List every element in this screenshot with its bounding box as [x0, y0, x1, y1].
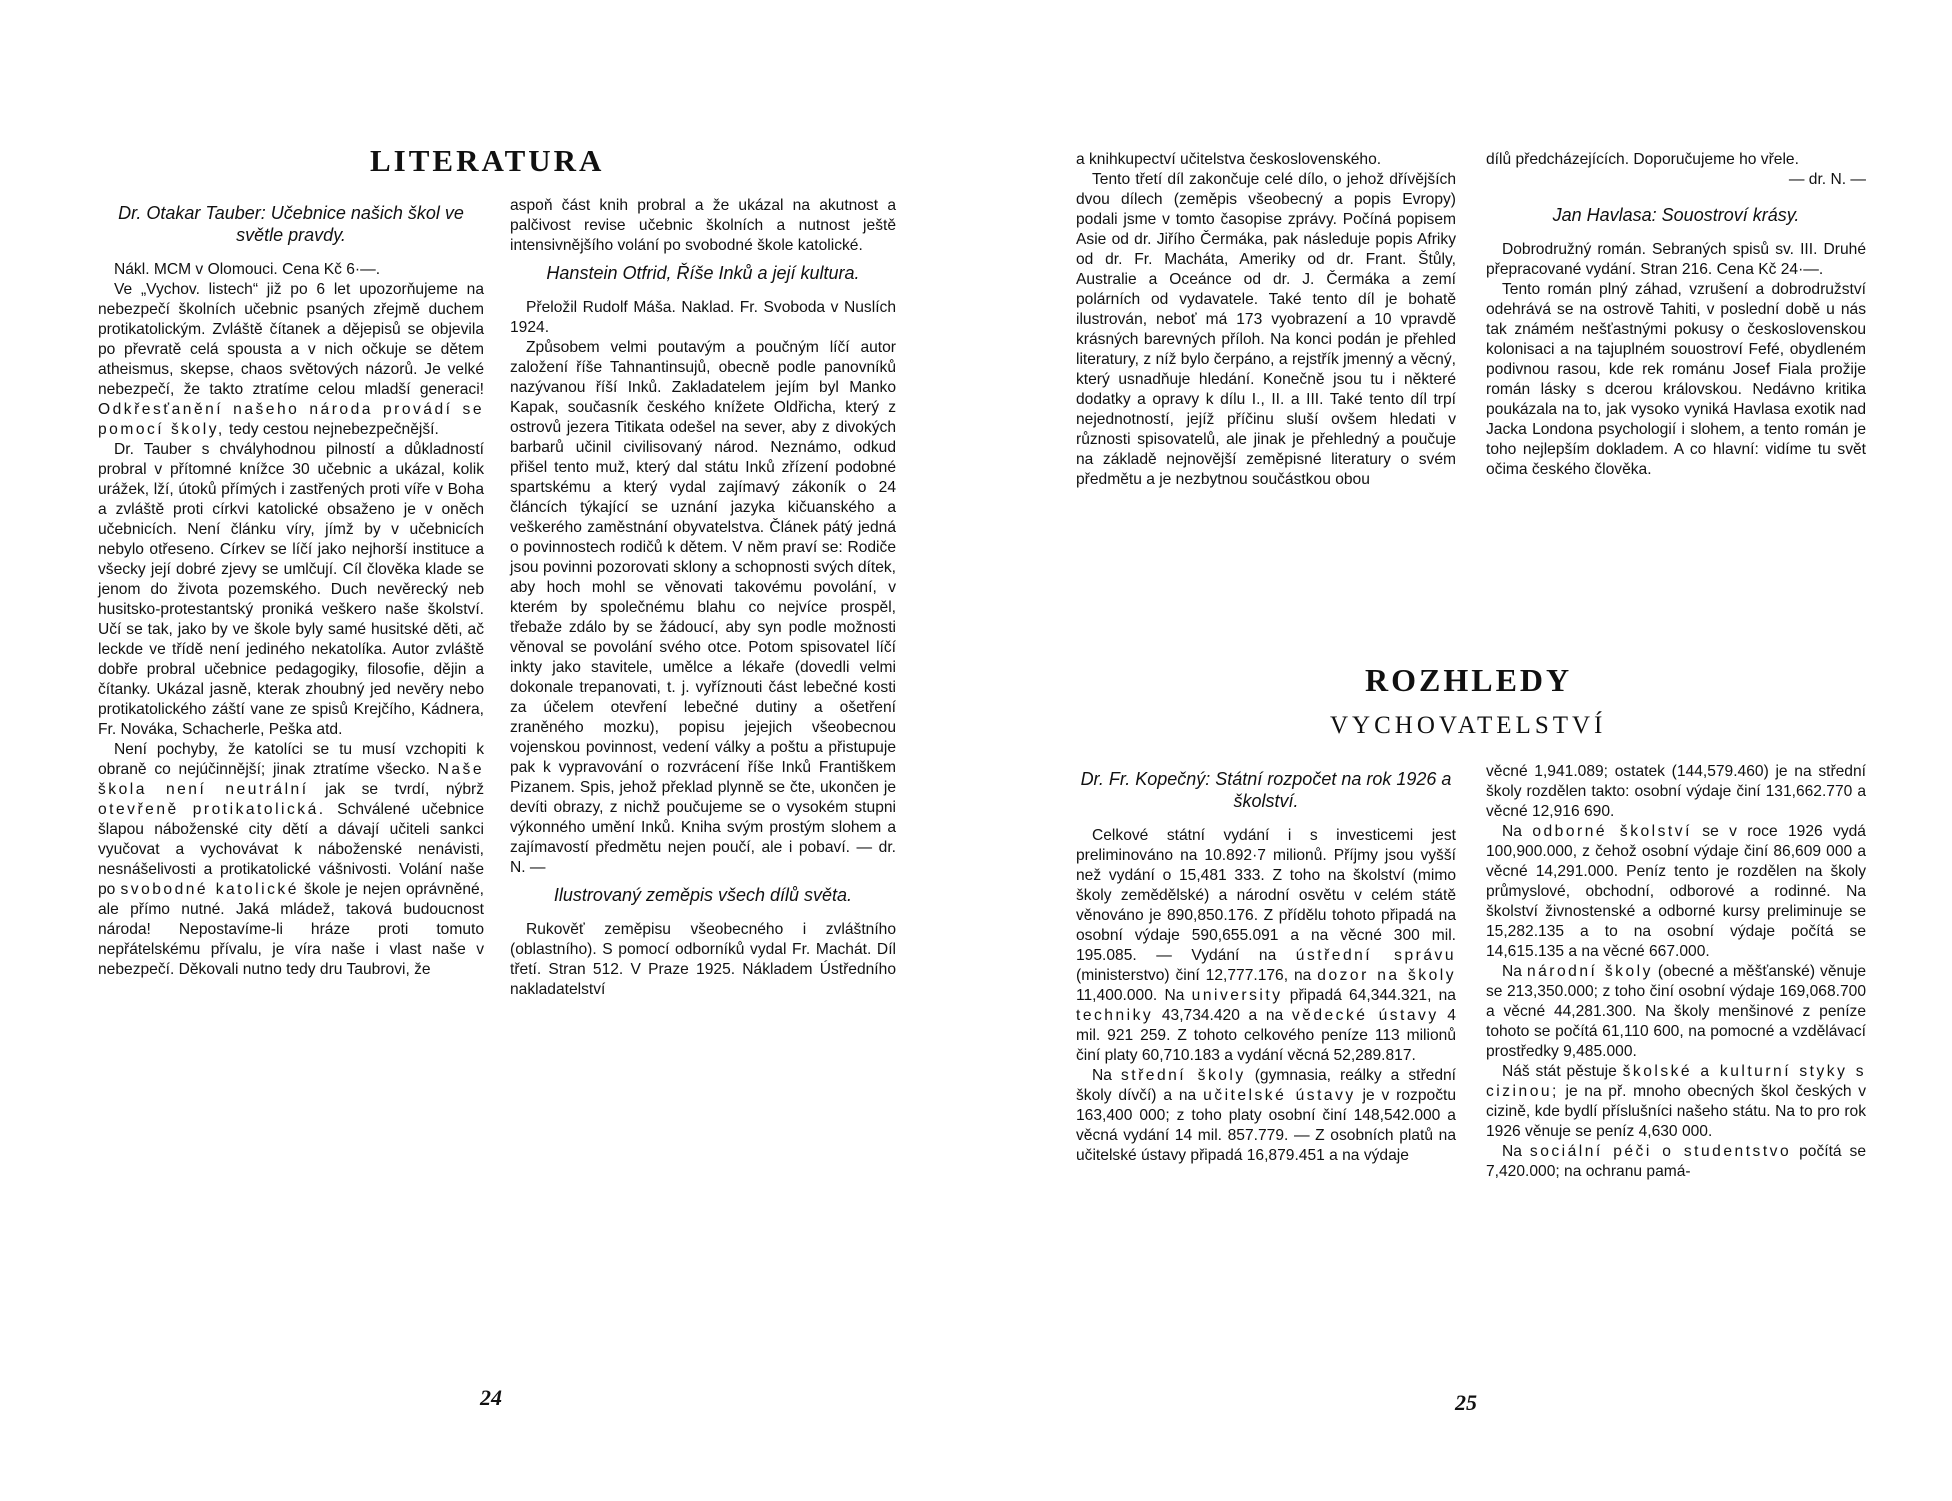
paragraph: Není pochyby, že katolíci se tu musí vzchopiti k obraně co nejúčinnější; jinak ztratíme všecko. Naše škola není neutrální jak se tvrdí, nýbrž otevřeně protikatolická. Schválené učebnice šlapou náboženské city dětí a dávají učiteli sankci vyučovat a vychovávat k náboženské nenávisti, nesnášelivosti a protikatolické vášnivosti. Volání naše po svobodné katolické škole je nejen oprávněné, ale přímo nutné. Jaká mládež, taková budoucnost národa! Nepostavíme-li hráze proti tomuto nepřátelskému přívalu, je víra naše i vlast naše v nebezpečí. Děkovali nutno tedy dru Taubrovi, že	[98, 741, 484, 978]
paragraph: aspoň část knih probral a že ukázal na akutnost a palčivost revise učebnic školních a nutnost ještě intensivnějšího volání po svobodné škole katolické.	[510, 197, 896, 254]
page-title-literatura: LITERATURA	[370, 143, 605, 178]
right-column-4	[1486, 762, 1866, 1182]
paragraph: Na střední školy (gymnasia, reálky a střední školy dívčí) a na učitelské ústavy je v rozpočtu 163,400 000; z toho platy osobní činí 148,542.000 a věcná vydání 14 mil. 857.779. — Z osobních platů na učitelské ústavy připadá 16,879.451 a na výdaje	[1076, 1067, 1456, 1164]
page-number-left: 24	[480, 1385, 502, 1410]
right-column-3	[1076, 762, 1456, 1166]
paragraph: věcné 1,941.089; ostatek (144,579.460) je na střední školy rozdělen takto: osobní výdaje činí 131,662.770 a věcné 12,916 690.	[1486, 763, 1866, 820]
review-heading-zemepis: Ilustrovaný zeměpis všech dílů světa.	[553, 885, 853, 905]
paragraph: Dobrodružný román. Sebraných spisů sv. III. Druhé přepracované vydání. Stran 216. Cena Kč 24·—.	[1486, 241, 1866, 278]
paragraph: Dr. Tauber s chvályhodnou pilností a důkladností probral v přítomné knížce 30 učebnic a ukázal, kolik urážek, lží, útoků přímých i zastřených proti víře v Boha a zvláště proti církvi katolické obsaženo je v oněch učebnicích. Není článku víry, jímž by v učebnicích nebylo otřeseno. Církev se líčí jako nejhorší instituce a všecky její dobré zjevy se umlčují. Cíl člověka klade se jenom do života pozemského. Duch nevěrecký neb husitsko-protestantský proniká veškero naše školství. Učí se tak, jako by ve škole byly samé husitské děti, ač leckde ve třídě není jediného nekatolíka. Autor zvláště dobře probral učebnice pedagogiky, filosofie, dějin a čítanky. Ukázal jasně, kterak zhoubný jed nevěry nebo protikatolického záští vane ze spisů Krejčího, Kádnera, Fr. Nováka, Schacherle, Peška atd.	[98, 441, 484, 738]
right-column-1	[1076, 150, 1456, 490]
right-column-2	[1486, 150, 1866, 480]
review-heading-tauber: Dr. Otakar Tauber: Učebnice našich škol ve světle pravdy.	[118, 203, 464, 245]
review-heading-hanstein: Hanstein Otfrid, Říše Inků a její kultura.	[546, 263, 860, 283]
article-heading-kopecny: Dr. Fr. Kopečný: Státní rozpočet na rok 1926 a školství.	[1080, 769, 1452, 811]
paragraph: Tento román plný záhad, vzrušení a dobrodružství odehrává se na ostrově Tahiti, v poslední době u nás tak známém nešťastnými pokusy o československou kolonisaci a na tajuplném souostroví Fefé, obydleném podivnou rasou, kde rek románu Josef Fiala prožije román lásky s dcerou královskou. Nedávno kritika poukázala na to, jak vysoko vyniká Havlasa exotik nad Jacka Londona psychologií i slohem, a tento román je toho nejlepším dokladem. A co hlavní: vidíme tu svět očima českého člověka.	[1486, 281, 1866, 478]
section-title-rozhledy: ROZHLEDY	[1365, 662, 1573, 698]
paragraph: dílů předcházejících. Doporučujeme ho vřele.	[1486, 151, 1799, 168]
page-number-right: 25	[1455, 1390, 1477, 1415]
paragraph: Náš stát pěstuje školské a kulturní styky s cizinou; je na př. mnoho obecných škol českých v cizině, kde bydlí příslušníci našeho státu. Na to pro rok 1926 věnuje se peníz 4,630 000.	[1486, 1063, 1867, 1140]
paragraph: Způsobem velmi poutavým a poučným líčí autor založení říše Tahnantinsujů, obecně podle panovníků nazývanou říší Inků. Zakladatelem jejím byl Manko Kapak, současník českého knížete Oldřicha, který z ostrovů jezera Titikata odešel na sever, aby z divokých barbarů učinil civilisovaný národ. Neznámo, odkud přišel tento muž, který dal státu Inků zřízení podobné spartskému a který vydal zajímavý zákoník o 24 článcích týkající se uznání jazyka kičuanského a veškerého zaměstnání obyvatelstva. Článek pátý jedná o povinnostech rodičů k dětem. V něm praví se: Rodiče jsou povinni pozorovati sklony a schopnosti svých dítek, aby hoch mohl se věnovati takovému povolání, v kterém by společnému blahu co nejvíce prospěl, třebaže zdálo by se žádoucí, aby syn podle možnosti věnoval se povolání svého otce. Potom spisovatel líčí inkty jako stavitele, umělce a lékaře (dovedli velmi dokonale trepanovati, t. j. vyříznouti část lebečné kosti za účelem otevření lebečné dutiny a ošetření zraněného mozku), popisu jejejich všeobecnou vojenskou povinnost, vedení války a poštu a přistupuje pak k vypravování o rozvrácení říše Inků Františkem Pizanem. Spis, jehož překlad plynně se čte, ukončen je devíti obrazy, z nichž poučujeme se o vysokém stupni výkonného umění Inků. Kniha svým prostým slohem a zajímavostí předmětu nejen poučí, ale i pobaví. — dr. N. —	[510, 339, 897, 876]
left-column-2	[510, 196, 896, 1000]
paragraph: Nákl. MCM v Olomouci. Cena Kč 6·—.	[114, 261, 381, 278]
paragraph: Rukověť zeměpisu všeobecného i zvláštního (oblastního). S pomocí odborníků vydal Fr. Machát. Díl třetí. Stran 512. V Praze 1925. Nákladem Ústředního nakladatelství	[510, 921, 896, 998]
paragraph: Tento třetí díl zakončuje celé dílo, o jehož dřívějších dvou dílech (zeměpis všeobecný a popis Evropy) podali jsme v tomto časopise zprávy. Počíná popisem Asie od dr. Jiřího Čermáka, pak následuje popis Afriky od dr. Fr. Macháta, Ameriky od dr. Frant. Štůly, Australie a Oceánce od dr. J. Čermáka a zemí polárních od vydavatele. Také tento díl je bohatě ilustrován, neboť má 173 vyobrazení a 10 vpravdě krásných barevných příloh. Na konci podán je přehled literatury, z níž bylo čerpáno, a rejstřík jmenný a věcný, který usnadňuje hledání. Konečně jsou tu i některé dodatky a opravy k dílu I., II. a III. Také tento díl trpí nejednotností, jejíž příčinu sluší ovšem hledati v různosti spisovatelů, ale jinak je přehledný a poučuje na základě nejnovější zeměpisné literatury o svém předmětu a je nezbytnou součástkou obou	[1076, 171, 1456, 488]
paragraph: Ve „Vychov. listech“ již po 6 let upozorňujeme na nebezpečí školních učebnic psaných zřejmě duchem protikatolickým. Zvláště čítanek a dějepisů se objevila po převratě celá spousta a v nich očkuje se dětem atheismus, skepse, chaos světových názorů. Je velké nebezpečí, že takto ztratíme celou mladší generaci! Odkřesťanění našeho národa provádí se pomocí školy, tedy cestou nejnebezpečnější.	[98, 281, 484, 438]
review-heading-havlasa: Jan Havlasa: Souostroví krásy.	[1552, 205, 1800, 225]
paragraph: Přeložil Rudolf Máša. Naklad. Fr. Svoboda v Nuslích 1924.	[510, 299, 896, 336]
paragraph: Na národní školy (obecné a měšťanské) věnuje se 213,350.000; z toho činí osobní výdaje 169,068.700 a věcné 44,281.300. Na školy menšinové z peníze tohoto se počítá 61,110 600, na pomocné a vzdělávací prostředky 9,485.000.	[1486, 963, 1866, 1060]
left-column-1	[98, 196, 484, 980]
paragraph: Na sociální péči o studentstvo počítá se 7,420.000; na ochranu pamá-	[1486, 1143, 1866, 1180]
paragraph: Celkové státní vydání i s investicemi jest preliminováno na 10.892·7 milionů. Příjmy jsou vyšší než vydání o 15,481 333. Z toho na školství (mimo školy zemědělské) a národní osvětu v celém státě věnováno je 890,850.176. Z přídělu tohoto připadá na osobní výdaje 590,655.091 a na věcné 300 mil. 195.085. — Vydání na ústřední správu (ministerstvo) činí 12,777.176, na dozor na školy 11,400.000. Na university připadá 64,344.321, na techniky 43,734.420 a na vědecké ústavy 4 mil. 921 259. Z tohoto celkového peníze 113 milionů činí platy 60,710.183 a vydání věcná 52,289.817.	[1076, 827, 1457, 1064]
signature: — dr. N. —	[1788, 171, 1866, 188]
subsection-title-vychovatelstvi: VYCHOVATELSTVÍ	[1330, 712, 1607, 739]
paragraph: Na odborné školství se v roce 1926 vydá 100,900.000, z čehož osobní výdaje činí 86,609 000 a věcné 14,291.000. Peníz tento je rozdělen na školy průmyslové, obchodní, odborové a rodinné. Na školství živnostenské a odborné kursy preliminuje se 15,282.135 a to na osobní výdaje počítá se 14,615.135 a na věcné 667.000.	[1486, 823, 1866, 960]
paragraph: a knihkupectví učitelstva československého.	[1076, 151, 1382, 168]
